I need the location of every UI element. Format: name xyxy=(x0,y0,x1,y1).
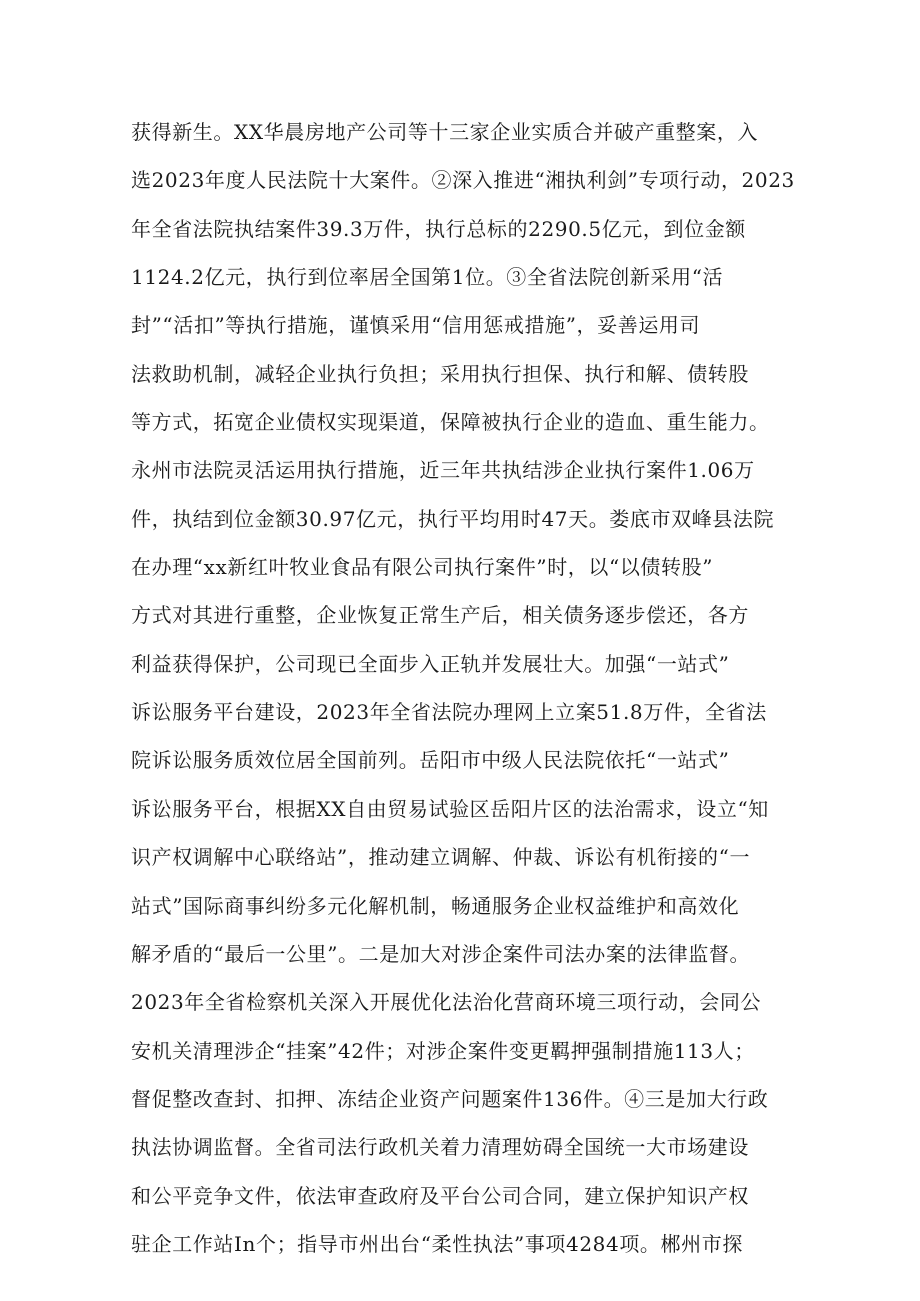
text-line: 和公平竞争文件，依法审查政府及平台公司合同，建立保护知识产权 xyxy=(131,1183,749,1208)
text-line: 1124.2亿元，执行到位率居全国第1位。③全省法院创新采用“活 xyxy=(131,265,724,290)
text-line: 2023年全省检察机关深入开展优化法治化营商环境三项行动，会同公 xyxy=(131,990,762,1015)
text-line: 在办理“xx新红叶牧业食品有限公司执行案件”时，以“以债转股” xyxy=(131,555,714,580)
text-line: 识产权调解中心联络站”，推动建立调解、仲裁、诉讼有机衔接的“一 xyxy=(131,845,751,870)
text-line: 法救助机制，减轻企业执行负担；采用执行担保、执行和解、债转股 xyxy=(131,361,749,386)
text-line: 安机关清理涉企“挂案”42件；对涉企案件变更羁押强制措施113人； xyxy=(131,1038,755,1063)
text-line: 诉讼服务平台，根据XX自由贸易试验区岳阳片区的法治需求，设立“知 xyxy=(131,796,769,821)
text-line: 方式对其进行重整，企业恢复正常生产后，相关债务逐步偿还，各方 xyxy=(131,603,749,628)
text-line: 驻企工作站In个；指导市州出台“柔性执法”事项4284项。郴州市探 xyxy=(131,1231,743,1256)
text-line: 永州市法院灵活运用执行措施，近三年共执结涉企业执行案件1.06万 xyxy=(131,458,755,483)
text-line: 解矛盾的“最后一公里”。二是加大对涉企案件司法办案的法律监督。 xyxy=(131,941,751,966)
text-line: 等方式，拓宽企业债权实现渠道，保障被执行企业的造血、重生能力。 xyxy=(131,410,770,435)
body-paragraph xyxy=(131,108,795,1268)
text-line: 站式”国际商事纠纷多元化解机制，畅通服务企业权益维护和高效化 xyxy=(131,893,740,918)
text-line: 诉讼服务平台建设，2023年全省法院办理网上立案51.8万件，全省法 xyxy=(131,700,767,725)
text-line: 执法协调监督。全省司法行政机关着力清理妨碍全国统一大市场建设 xyxy=(131,1135,749,1160)
text-line: 封”“活扣”等执行措施，谨慎采用“信用惩戒措施”，妥善运用司 xyxy=(131,313,701,338)
text-line: 选2023年度人民法院十大案件。②深入推进“湘执利剑”专项行动，2023 xyxy=(131,168,795,193)
text-line: 件，执结到位金额30.97亿元，执行平均用时47天。娄底市双峰县法院 xyxy=(131,506,775,531)
text-line: 获得新生。XX华晨房地产公司等十三家企业实质合并破产重整案，入 xyxy=(131,120,759,144)
text-line: 利益获得保护，公司现已全面步入正轨并发展壮大。加强“一站式” xyxy=(131,651,730,676)
text-line: 督促整改查封、扣押、冻结企业资产问题案件136件。④三是加大行政 xyxy=(131,1086,769,1111)
text-line: 院诉讼服务质效位居全国前列。岳阳市中级人民法院依托“一站式” xyxy=(131,748,730,773)
text-line: 年全省法院执结案件39.3万件，执行总标的2290.5亿元，到位金额 xyxy=(131,216,746,241)
